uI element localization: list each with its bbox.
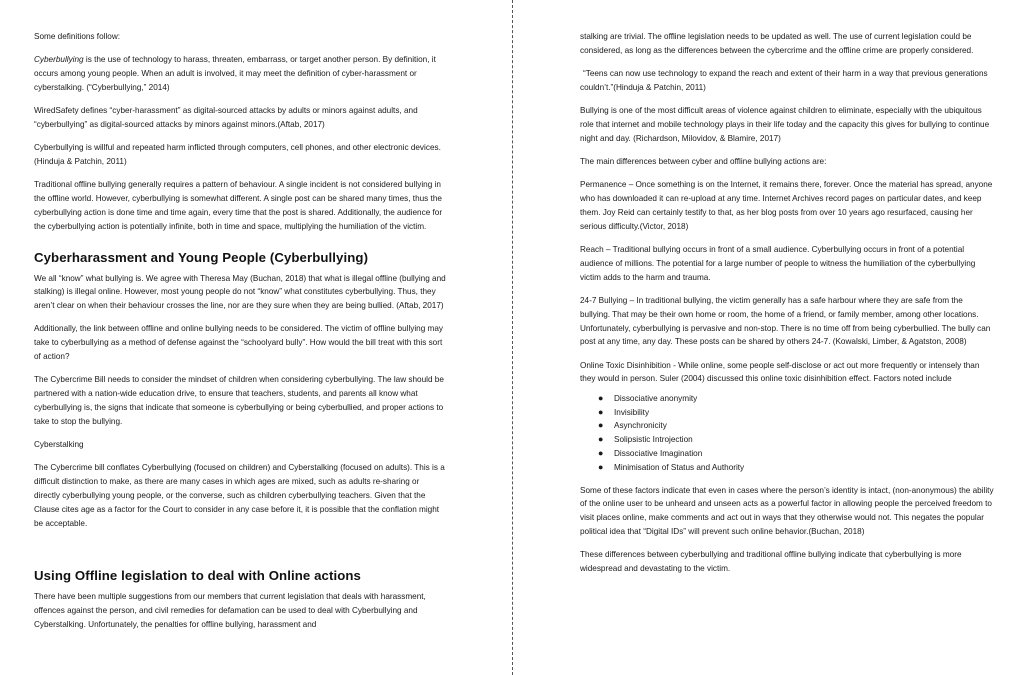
right-column bbox=[580, 30, 994, 585]
list-item: ● Dissociative anonymity bbox=[614, 392, 994, 406]
traditional-bullying-paragraph: Traditional offline bullying generally requires a pattern of behaviour. A single incident is not considered bullying in the offline world. However, cyberbullying is somewhat different. A single post can be shared many times, thus the cyberbullying action is done time and time again, every time that the post is shared. Additionally, the audience for the cyberbullying action is potentially infinite, both in time and space, multiplying the humiliation of the victim. bbox=[34, 180, 443, 231]
intro-paragraph: Some definitions follow: bbox=[34, 32, 121, 41]
page-divider bbox=[512, 0, 513, 675]
list-item: ● Asynchronicity bbox=[614, 419, 994, 433]
list-item: ● Solipsistic Introjection bbox=[614, 433, 994, 447]
paragraph-reach: Reach – Traditional bullying occurs in front of a small audience. Cyberbullying occurs in front of a potential audience of millions. The potential for a large number of people to witness the humiliation of the cyberbullying victim adds to the harm and trauma. bbox=[580, 245, 976, 282]
list-item: ● Minimisation of Status and Authority bbox=[614, 461, 994, 475]
heading-offline-legislation: Using Offline legislation to deal with Online actions bbox=[34, 568, 361, 584]
bullet-icon: ● bbox=[598, 420, 604, 431]
factors-list bbox=[580, 392, 994, 475]
bullet-icon: ● bbox=[598, 392, 604, 403]
bullet-icon: ● bbox=[598, 461, 604, 472]
paragraph-offline-online-link: Additionally, the link between offline and online bullying needs to be considered. The victim of offline bullying may take to cyberbullying as a method of defense against the “schoolyard bully”. How would the bill treat with this sort of action? bbox=[34, 324, 444, 362]
bullet-icon: ● bbox=[598, 434, 604, 445]
list-item: ● Dissociative Imagination bbox=[614, 447, 994, 461]
list-item: ● Invisibility bbox=[614, 406, 994, 420]
definition-text: is the use of technology to harass, threaten, embarrass, or target another person. By definition, it occurs among young people. When an adult is involved, it may meet the definition of cyber-harassment or cyberstalking. (“Cyberbullying,” 2014) bbox=[34, 55, 436, 92]
bullet-icon: ● bbox=[598, 406, 604, 417]
paragraph-suggestions: There have been multiple suggestions from our members that current legislation that deals with harassment, offences against the person, and civil remedies for defamation can be used to deal with Cyberbullying and Cyberstalking. Unfortunately, the penalties for offline bullying, harassment and bbox=[34, 592, 426, 629]
paragraph-conclusion: These differences between cyberbullying and traditional offline bullying indicate that cyberbullying is more widespread and devastating to the victim. bbox=[580, 550, 962, 573]
heading-cyberharassment: Cyberharassment and Young People (Cyberbullying) bbox=[34, 249, 369, 265]
left-column bbox=[34, 30, 446, 641]
definition-hinduja: Cyberbullying is willful and repeated harm inflicted through computers, cell phones, and other electronic devices. (Hinduja & Patchin, 2011) bbox=[34, 143, 441, 167]
paragraph-difficult-areas: Bullying is one of the most difficult areas of violence against children to eliminate, especially with the ubiquitous role that internet and mobile technology plays in their life today and the capacity this gives for bullying to continue night and day. (Richardson, Milovidov, & Blamire, 2017) bbox=[580, 106, 990, 143]
paragraph-conflation: The Cybercrime bill conflates Cyberbullying (focused on children) and Cyberstalking (focused on adults). This is a difficult distinction to make, as there are many cases in which ages are mixed, such as adults re-sharing or directly cyberbullying young people, or the converse, such as children cyberbullying teachers. Given that the Clause cites age as a factor for the Court to consider in any case before it, it is possible that the conflation might be acceptable. bbox=[34, 463, 445, 528]
paragraph-24-7: 24-7 Bullying – In traditional bullying, the victim generally has a safe harbour where they are safe from the bullying. That may be their own home or room, the home of a friend, or family member, among other locations. Unfortunately, cyberbullying is pervasive and non-stop. There is no time off from being cyberbullied. The bully can post at any time, any day. These posts can be shared by others 24-7. (Kowalski, Limber, & Agatston, 2008) bbox=[580, 295, 991, 347]
definition-cyberbullying bbox=[34, 53, 446, 94]
paragraph-main-differences: The main differences between cyber and offline bullying actions are: bbox=[580, 157, 827, 167]
right-page bbox=[514, 0, 1024, 675]
paragraph-factors-identity: Some of these factors indicate that even in cases where the person’s identity is intact, (non-anonymous) the ability of the online user to be unheard and unseen acts as a powerful factor in allowing people the perceived freedom to visit places online, make comments and act out in ways that they otherwise would not. This negates the popular political idea that “Digital IDs” will prevent such online behavior.(Buchan, 2018) bbox=[580, 485, 994, 536]
quote-teens: “Teens can now use technology to expand the reach and extent of their harm in a way that previous generations couldn’t.”(Hinduja & Patchin, 2011) bbox=[580, 69, 988, 92]
subheading-cyberstalking: Cyberstalking bbox=[34, 440, 84, 450]
definition-wiredsafety: WiredSafety defines “cyber-harassment” as digital-sourced attacks by adults or minors against adults, and “cyberbullying” as digital-sourced attacks by minors against minors.(Aftab, 2017) bbox=[34, 106, 418, 129]
paragraph-stalking-trivial: stalking are trivial. The offline legislation needs to be updated as well. The use of current legislation could be considered, as long as the differences between the cybercrime and the offline crime are properly considered. bbox=[580, 32, 974, 55]
bullet-icon: ● bbox=[598, 447, 604, 458]
paragraph-cybercrime-bill: The Cybercrime Bill needs to consider the mindset of children when considering cyberbullying. The law should be partnered with a nation-wide education drive, to ensure that teachers, students, and parents all know what cyberbullying is, the signs that indicate that someone is cyberbullying or being cyberbullied, and proper actions to take to stop the bullying. bbox=[34, 375, 444, 426]
definition-term: Cyberbullying bbox=[34, 55, 84, 65]
paragraph-know-bullying: We all “know” what bullying is. We agree with Theresa May (Buchan, 2018) that what is illegal offline (bullying and stalking) is illegal online. However, most young people do not “know” what constitutes cyberbullying. Thus, they aren’t clear on when their behaviour crosses the line, nor are they sure when they are being bullied. (Aftab, 2017) bbox=[34, 273, 446, 311]
paragraph-permanence: Permanence – Once something is on the Internet, it remains there, forever. Once the material has spread, anyone who has downloaded it can re-upload at any time. Internet Archives record pages on particular dates, and keep them. Joy Reid can certainly testify to that, as her blog posts from over 10 years ago resurfaced, causing her serious difficulty.(Victor, 2018) bbox=[580, 180, 993, 231]
paragraph-toxic-disinhibition: Online Toxic Disinhibition - While online, some people self-disclose or act out more frequently or intensely than they would in person. Suler (2004) discussed this online toxic disinhibition effect. Factors noted include bbox=[580, 360, 980, 384]
